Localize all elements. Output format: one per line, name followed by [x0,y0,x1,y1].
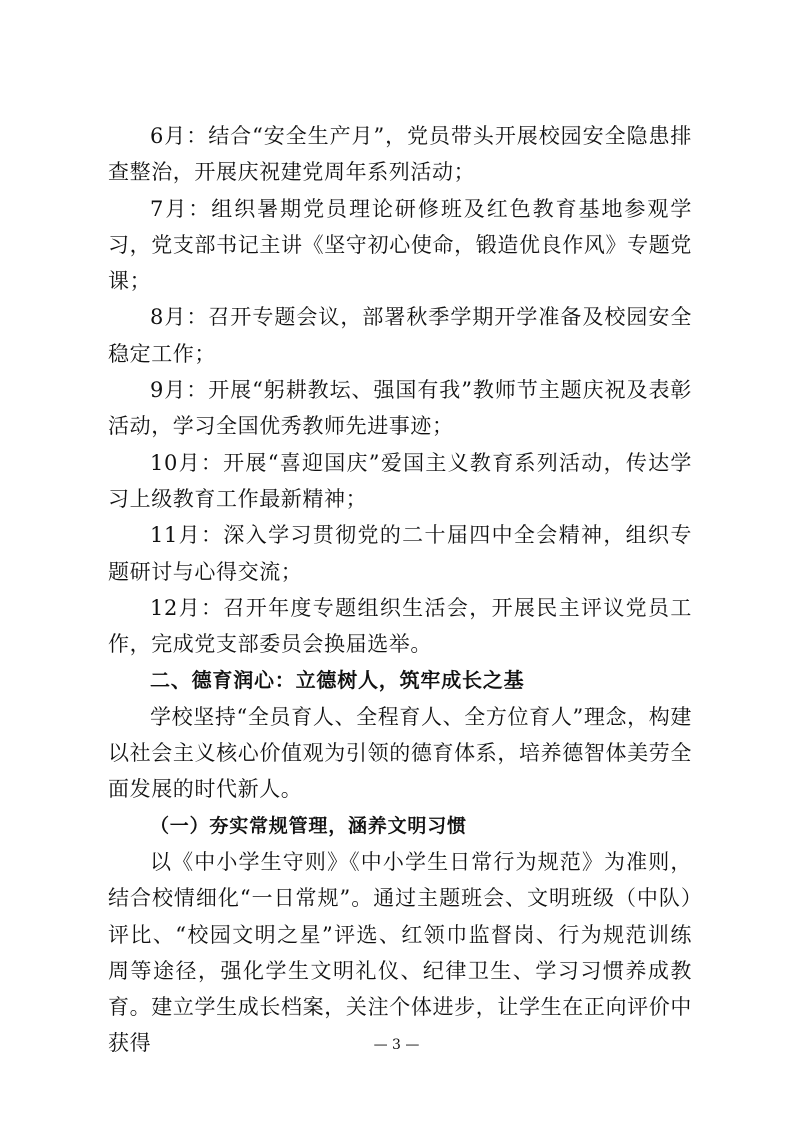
schedule-item-december: 12月：召开年度专题组织生活会，开展民主评议党员工作，完成党支部委员会换届选举。 [108,595,692,657]
document-body [108,118,692,1062]
subsection-body-paragraph: 以《中小学生守则》《中小学生日常行为规范》为准则，结合校情细化“一日常规”。通过主题班会、文明班级（中队）评比、“校园文明之星”评选、红领巾监督岗、行为规范训练周等途径，强化学生文明礼仪、纪律卫生、学习习惯养成教育。建立学生成长档案，关注个体进步，让学生在正向评价中获得 [108,849,692,1056]
schedule-item-september: 9月：开展“躬耕教坛、强国有我”教师节主题庆祝及表彰活动，学习全国优秀教师先进事迹； [108,378,692,439]
section-intro-paragraph: 学校坚持“全员育人、全程育人、全方位育人”理念，构建以社会主义核心价值观为引领的德育体系，培养德智体美劳全面发展的时代新人。 [108,704,692,802]
page-number: — 3 — [373,1037,420,1053]
schedule-item-october: 10月：开展“喜迎国庆”爱国主义教育系列活动，传达学习上级教育工作最新精神； [108,450,692,511]
schedule-item-july: 7月：组织暑期党员理论研修班及红色教育基地参观学习，党支部书记主讲《坚守初心使命，锻造优良作风》专题党课； [108,196,692,294]
schedule-item-june: 6月：结合“安全生产月”，党员带头开展校园安全隐患排查整治，开展庆祝建党周年系列活动； [108,124,692,185]
schedule-item-november: 11月：深入学习贯彻党的二十届四中全会精神，组织专题研讨与心得交流； [108,523,692,584]
section-heading: 二、德育润心：立德树人，筑牢成长之基 [150,668,525,693]
schedule-item-august: 8月：召开专题会议，部署秋季学期开学准备及校园安全稳定工作； [108,305,692,366]
subsection-heading: （一）夯实常规管理，涵养文明习惯 [150,814,467,837]
